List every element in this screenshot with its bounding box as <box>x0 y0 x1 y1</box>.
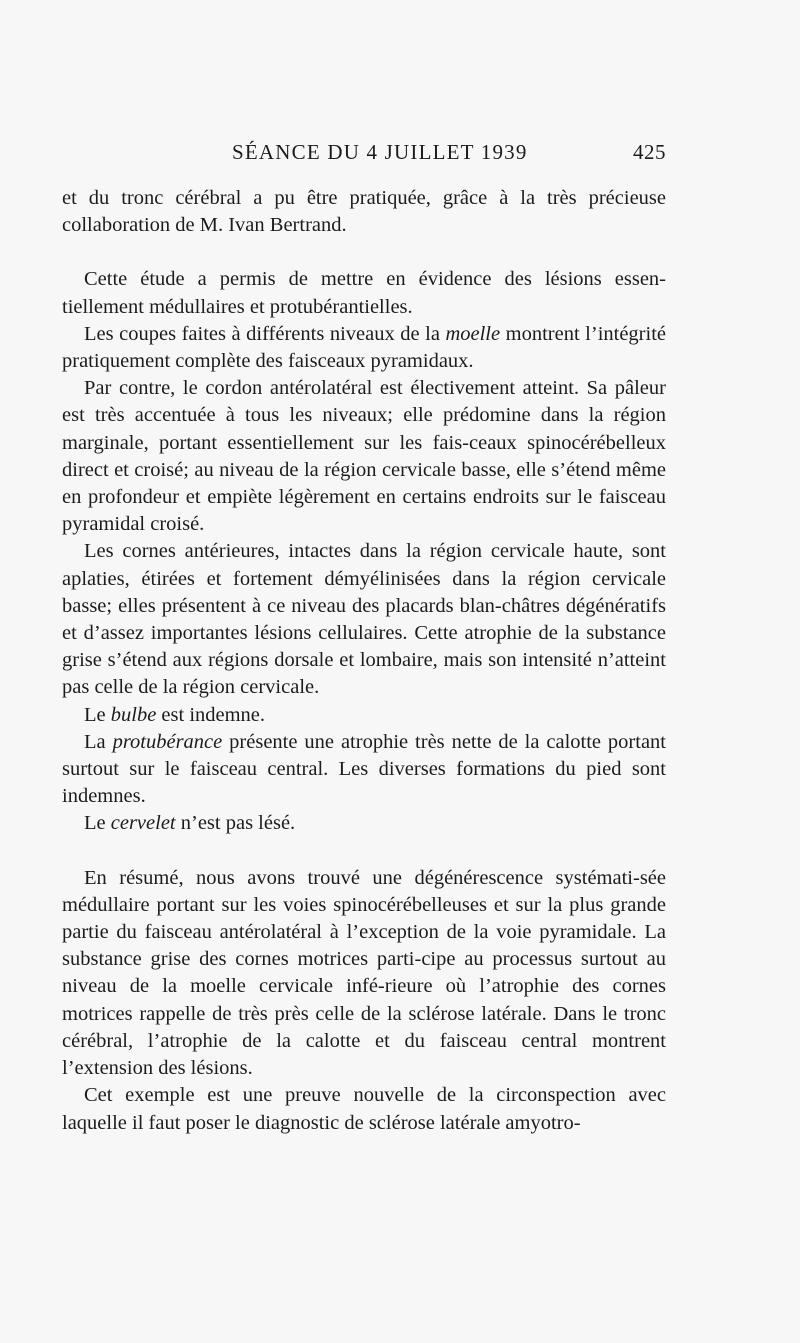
paragraph-text: Les coupes faites à différents niveaux de la <box>84 322 446 345</box>
paragraph <box>62 702 666 729</box>
body-text <box>62 185 666 1137</box>
page-number: 425 <box>633 140 666 164</box>
paragraph: Cet exemple est une preuve nouvelle de la circonspection avec laquelle il faut poser le diagnostic de sclérose latérale amyotro- <box>62 1084 666 1134</box>
paragraph-text: Le <box>84 812 111 835</box>
paragraph-text: n’est pas lésé. <box>175 812 296 835</box>
running-head <box>62 140 666 170</box>
running-head-title: SÉANCE DU 4 JUILLET 1939 <box>232 140 528 164</box>
italic-term-bulbe: bulbe <box>110 703 157 726</box>
italic-term-cervelet: cervelet <box>110 812 176 835</box>
paragraph <box>62 321 666 375</box>
paragraph-continued: et du tronc cérébral a pu être pratiquée, grâce à la très précieuse collaboration de M. Ivan Bertrand. <box>62 187 666 237</box>
italic-term-moelle: moelle <box>445 322 501 345</box>
paragraph: Par contre, le cordon antérolatéral est électivement atteint. Sa pâleur est très accentuée à tous les niveaux; elle prédomine dans la région marginale, portant essentiellement sur les fais-ceaux spinocérébelleux direct et croisé; au niveau de la région cervicale basse, elle s’étend même en profondeur et empiète légèrement en certains endroits sur le faisceau pyramidal croisé. <box>62 377 666 536</box>
paragraph-text: est indemne. <box>156 703 266 726</box>
italic-term-protuberance: protubérance <box>112 730 223 753</box>
section-gap <box>62 239 666 266</box>
section-gap <box>62 838 666 865</box>
paragraph: Les cornes antérieures, intactes dans la région cervicale haute, sont aplaties, étirées et fortement démyélinisées dans la région cervicale basse; elles présentent à ce niveau des placards blan-châtres dégénératifs et d’assez importantes lésions cellulaires. Cette atrophie de la substance grise s’étend aux régions dorsale et lombaire, mais son intensité n’atteint pas celle de la région cervicale. <box>62 540 666 699</box>
paragraph <box>62 729 666 811</box>
paragraph-text: Le <box>84 703 111 726</box>
paragraph: Cette étude a permis de mettre en évidence des lésions essen-tiellement médullaires et protubérantielles. <box>62 268 666 318</box>
paragraph-summary: En résumé, nous avons trouvé une dégénérescence systémati-sée médullaire portant sur les voies spinocérébelleuses et sur la plus grande partie du faisceau antérolatéral à l’exception de la voie pyramidale. La substance grise des cornes motrices parti-cipe au processus surtout au niveau de la moelle cervicale infé-rieure où l’atrophie des cornes motrices rappelle de très près celle de la sclérose latérale. Dans le tronc cérébral, l’atrophie de la calotte et du faisceau central montrent l’extension des lésions. <box>62 866 666 1080</box>
paragraph <box>62 810 666 837</box>
paragraph-text: présente une atrophie très nette de la calotte portant surtout sur le faisceau central. Les diverses formations du pied sont indemnes. <box>62 730 667 808</box>
paragraph-text: La <box>84 730 113 753</box>
paragraph-text: montrent l’intégrité pratiquement complète des faisceaux pyramidaux. <box>62 322 667 373</box>
